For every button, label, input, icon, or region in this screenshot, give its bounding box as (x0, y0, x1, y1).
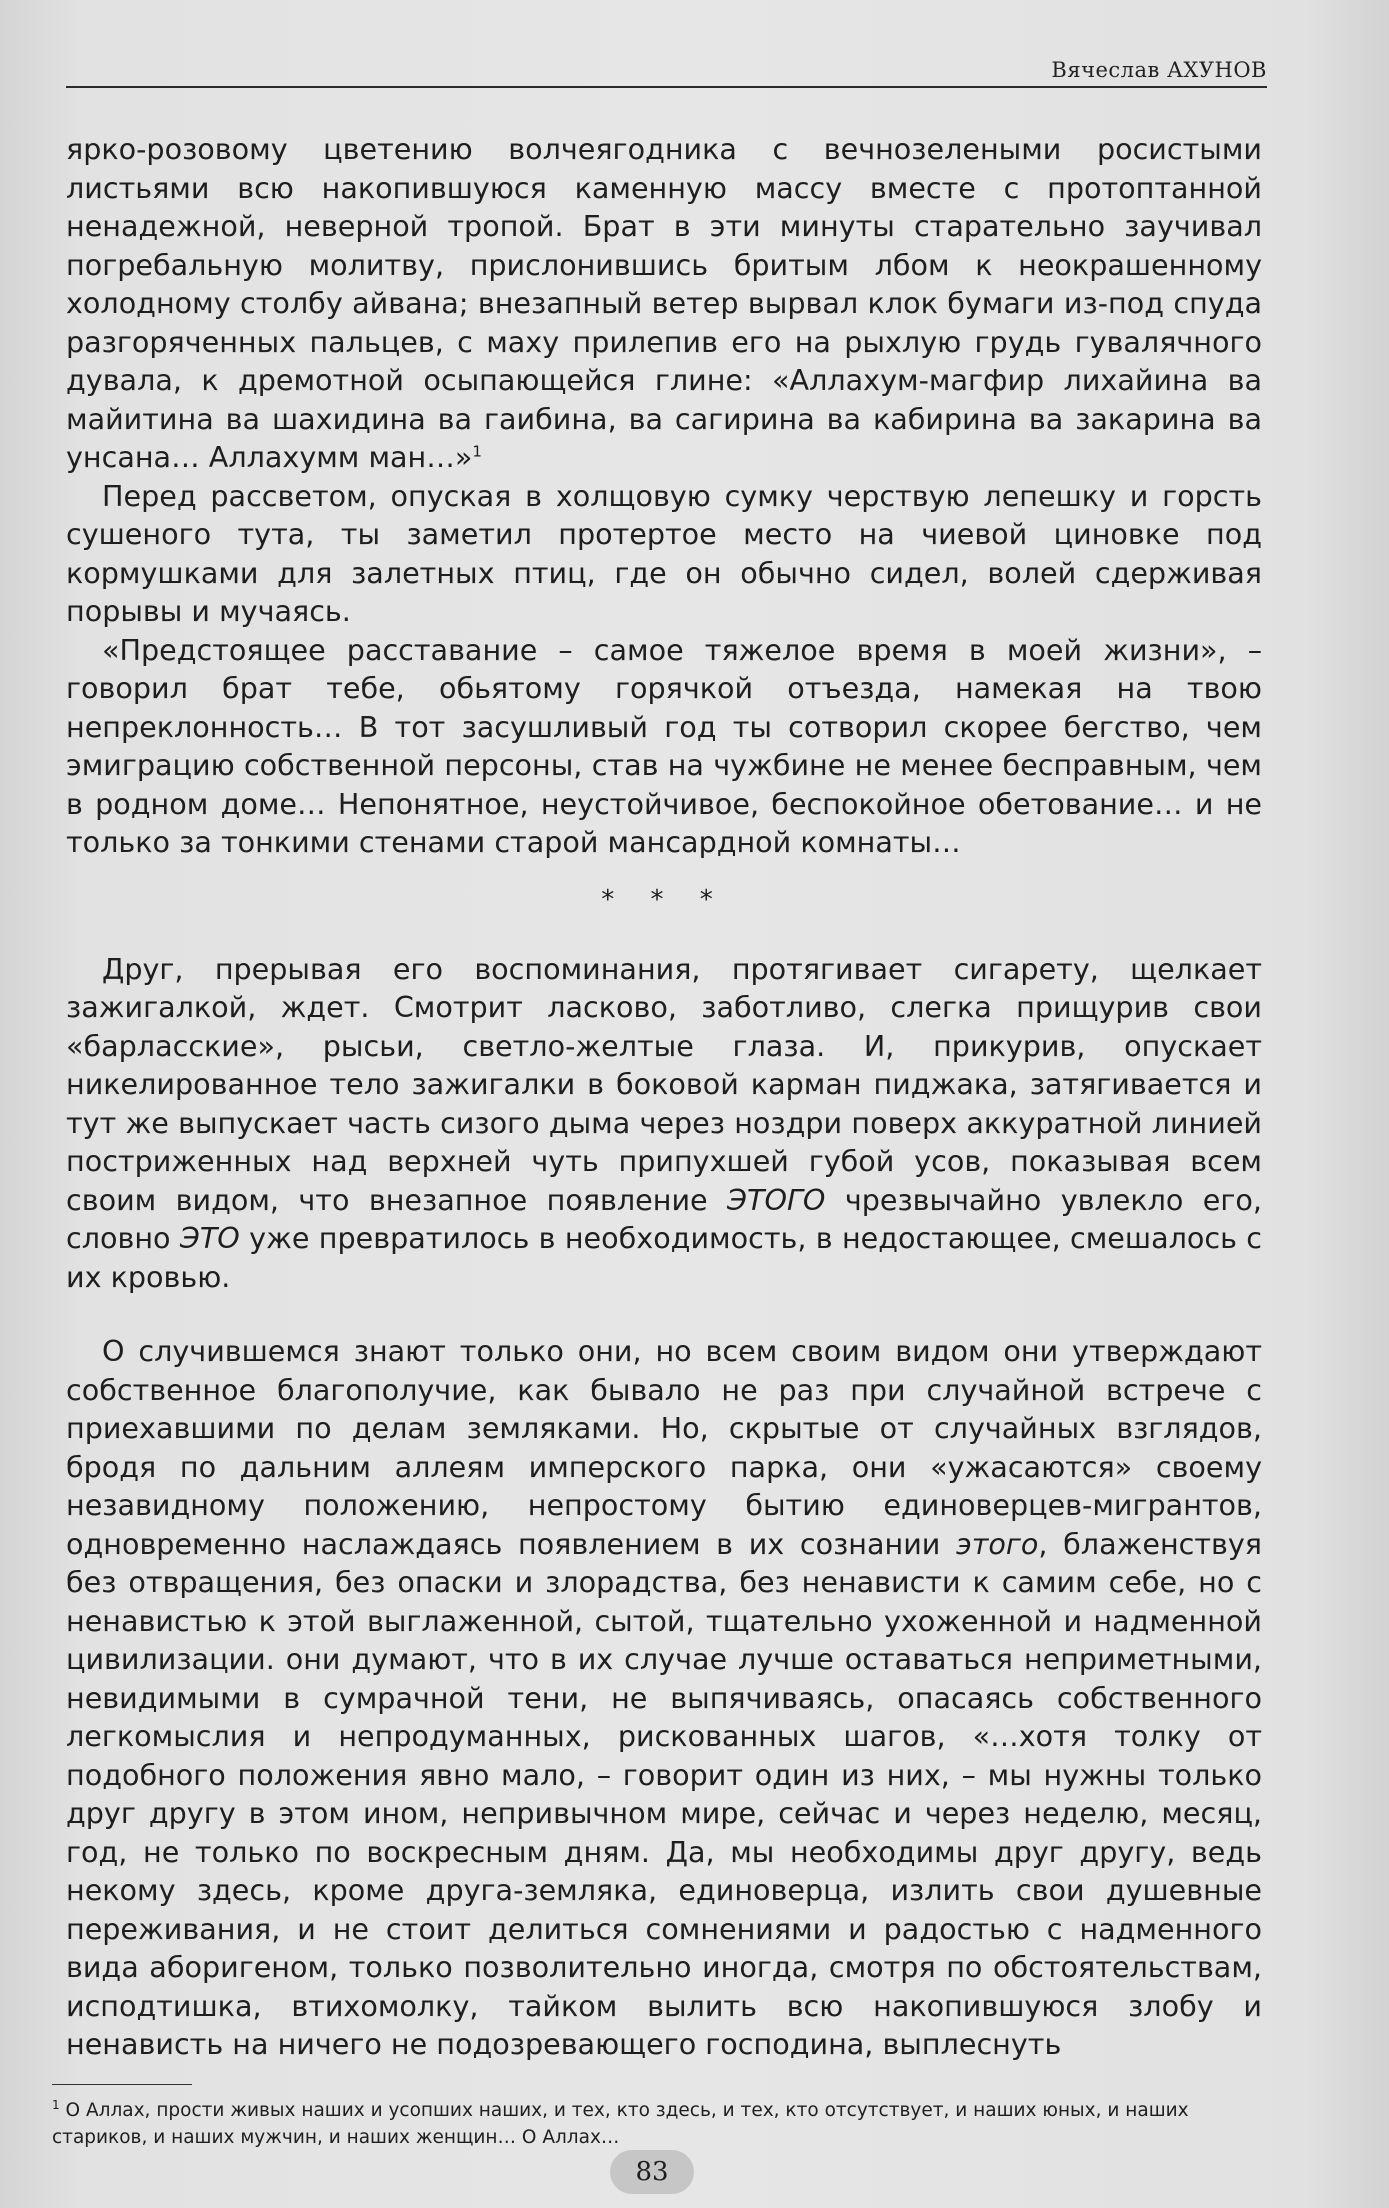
section-separator: * * * (601, 884, 727, 915)
footnote (52, 2092, 1262, 2151)
paragraph-1-text: ярко-розовому цветению волчеягодника с вечнозелеными росистыми листьями всю накопившуюся каменную массу вместе с протоптанной ненадежной, неверной тропой. Брат в эти минуты старательно заучивал погребальную молитву, прислонившись бритым лбом к неокрашенному холодному столбу айвана; внезапный ветер вырвал клок бумаги из-под спуда разгоряченных пальцев, с маху прилепив его на рыхлую грудь гувалячного дувала, к дремотной осыпающейся глине: «Аллахум-магфир лихайина ва майитина ва шахидина ва гаибина, ва сагирина ва кабирина ва закарина ва унсана… Аллахумм ман…» (66, 132, 1262, 474)
paragraph-4-text-a: Друг, прерывая его воспоминания, протягивает сигарету, щелкает зажигалкой, ждет. Смотрит ласково, заботливо, слегка прищурив свои «барласские», рысьи, светло-желтые глаза. И, прикурив, опускает никелированное тело зажигалки в боковой карман пиджака, затягивается и тут же выпускает часть сизого дыма через ноздри поверх аккуратной линией постриженных над верхней чуть припухшей губой усов, показывая всем своим видом, что внезапное появление (66, 951, 1262, 1217)
emphasis-etogo-lower: этого (956, 1526, 1039, 1561)
paragraph (66, 130, 1262, 477)
paragraph-2: Перед рассветом, опуская в холщовую сумку черствую лепешку и горсть сушеного тута, ты заметил протертое место на чиевой циновке под кормушками для залетных птиц, где он обычно сидел, волей сдерживая порывы и мучаясь. (66, 478, 1262, 628)
footnote-text: О Аллах, прости живых наших и усопших наших, и тех, кто здесь, и тех, кто отсутствует, и наших юных, и наших стариков, и наших мужчин, и наших женщин… О Аллах… (52, 2100, 1189, 2149)
page-number: 83 (610, 2150, 694, 2194)
paragraph-gap (66, 1296, 1262, 1332)
body-text (66, 130, 1262, 2064)
paragraph-3: «Предстоящее расставание – самое тяжелое время в моей жизни», – говорил брат тебе, обьятому горячкой отъезда, намекая на твою непреклонность… В тот засушливый год ты сотворил скорее бегство, чем эмиграцию собственной персоны, став на чужбине не менее бесправным, чем в родном доме… Непонятное, неустойчивое, беспокойное обетование… и не только за тонкими стенами старой мансардной комнаты… (66, 632, 1262, 859)
paragraph-4 (66, 950, 1262, 1297)
footnote-rule (52, 2084, 192, 2085)
footnote-reference[interactable]: 1 (472, 442, 482, 461)
paragraph-5-text-b: , блаженствуя без отвращения, без опаски и злорадства, без ненависти к самим себе, но с ненавистью к этой выглаженной, сытой, тщательно ухоженной и надменной цивилизации. они думают, что в их случае лучше оставаться неприметными, невидимыми в сумрачной тени, не выпячиваясь, опасаясь собственного легкомыслия и непродуманных, рискованных шагов, «…хотя толку от подобного положения явно мало, – говорит один из них, – мы нужны только друг другу в этом ином, непривычном мире, сейчас и через неделю, месяц, год, не только по воскресным дням. Да, мы необходимы друг другу, ведь некому здесь, кроме друга-земляка, единоверца, излить свои душевные переживания, и не стоит делиться сомнениями и радостью с надменного вида аборигеном, только позволительно иногда, смотря по обстоятельствам, исподтишка, втихомолку, тайком вылить всю накопившуюся злобу и ненависть на ничего не подозревающего господина, выплеснуть (66, 1526, 1262, 2061)
emphasis-eto: ЭТО (179, 1221, 240, 1255)
running-head: Вячеслав АХУНОВ (66, 58, 1267, 88)
paragraph-5 (66, 1332, 1262, 2064)
emphasis-etogo: ЭТОГО (727, 1182, 826, 1217)
paragraph-4-text-c: уже превратилось в необходимость, в недостающее, смешалось с их кровью. (66, 1221, 1262, 1294)
paragraph-5-text-a: О случившемся знают только они, но всем своим видом они утверждают собственное благополучие, как бывало не раз при случайной встрече с приехавшими по делам земляками. Но, скрытые от случайных взглядов, бродя по дальним аллеям имперского парка, они «ужасаются» своему незавидному положению, непростому бытию единоверцев-мигрантов, одновременно наслаждаясь появлением в их сознании (66, 1334, 1262, 1561)
paragraph-4-text-b: чрезвычайно увлекло его, словно (66, 1182, 1262, 1255)
footnote-mark: 1 (52, 2098, 60, 2112)
